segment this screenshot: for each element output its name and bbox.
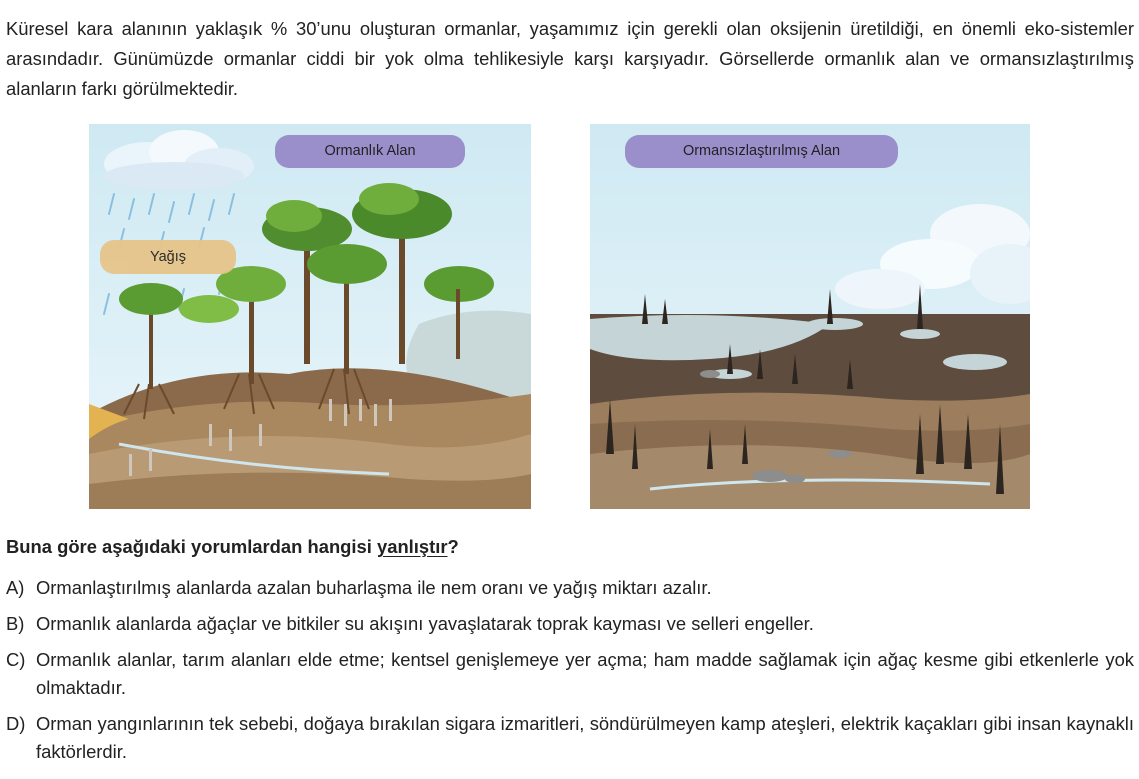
rain-label: Yağış: [100, 240, 236, 274]
option-letter: A): [6, 577, 25, 598]
option-letter: C): [6, 649, 26, 670]
option-text: Orman yangınlarının tek sebebi, doğaya bırakılan sigara izmaritleri, söndürülmeyen kamp ateşleri, elektrik kaçakları gibi insan kaynaklı faktörlerdir.: [36, 713, 1134, 762]
forest-scene: [89, 124, 531, 509]
question-suffix: ?: [447, 536, 459, 557]
answer-options: [6, 574, 1134, 774]
option-text: Ormanlaştırılmış alanlarda azalan buharlaşma ile nem oranı ve yağış miktarı azalır.: [36, 577, 712, 598]
question-emphasis: yanlıştır: [376, 536, 448, 557]
option-letter: B): [6, 613, 25, 634]
option-d[interactable]: [6, 710, 1134, 766]
deforested-scene: [590, 124, 1030, 509]
option-b[interactable]: [6, 610, 1134, 638]
intro-paragraph: Küresel kara alanının yaklaşık % 30’unu oluşturan ormanlar, yaşamımız için gerekli olan oksijenin üretildiği, en önemli eko-sistemler arasındadır. Günümüzde ormanlar ciddi bir yok olma tehlikesiyle karşı karşıyadır. Görsellerde ormanlık alan ve ormansızlaştırılmış alanların farkı görülmektedir.: [6, 18, 1134, 99]
deforested-label: Ormansızlaştırılmış Alan: [625, 135, 898, 168]
option-text: Ormanlık alanlar, tarım alanları elde etme; kentsel genişlemeye yer açma; ham madde sağlamak için ağaç kesme gibi etkenlerle yok olmaktadır.: [36, 649, 1134, 698]
question: [6, 536, 459, 558]
option-a[interactable]: [6, 574, 1134, 602]
forest-label: Ormanlık Alan: [275, 135, 465, 168]
option-text: Ormanlık alanlarda ağaçlar ve bitkiler su akışını yavaşlatarak toprak kayması ve selleri engeller.: [36, 613, 814, 634]
deforested-illustration: [590, 124, 1030, 509]
forest-illustration: [89, 124, 531, 509]
question-prefix: Buna göre aşağıdaki yorumlardan hangisi: [6, 536, 377, 557]
option-letter: D): [6, 713, 26, 734]
option-c[interactable]: [6, 646, 1134, 702]
